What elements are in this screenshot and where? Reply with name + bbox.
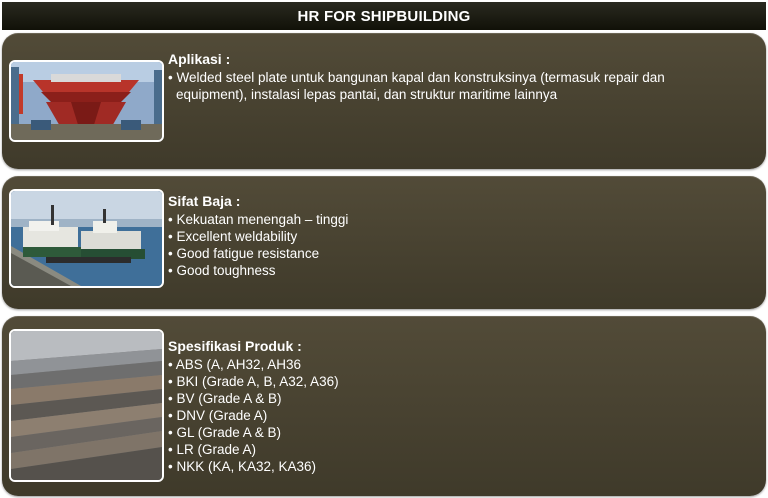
product-specification-panel [2,316,766,496]
list-item: • LR (Grade A) [168,442,257,457]
list-item: • Good fatigue resistance [168,246,320,261]
product-specification-heading: Spesifikasi Produk : [168,338,302,354]
list-item: • BV (Grade A & B) [168,391,282,406]
list-item: • Good toughness [168,263,276,278]
steel-properties-heading: Sifat Baja : [168,193,241,209]
stacked-steel-plates-photo [9,329,164,482]
tugboats-at-harbor-photo [9,189,164,288]
application-text [168,51,728,103]
list-item: • GL (Grade A & B) [168,425,282,440]
list-item: • Welded steel plate untuk bangunan kapal dan konstruksinya (termasuk repair dan equipment), instalasi lepas pantai, dan struktur maritime lainnya [168,70,665,102]
product-specification-text [168,338,339,475]
list-item: • Kekuatan menengah – tinggi [168,212,349,227]
steel-properties-panel [2,176,766,309]
list-item: • Excellent weldability [168,229,298,244]
application-heading: Aplikasi : [168,51,231,67]
list-item: • BKI (Grade A, B, A32, A36) [168,374,339,389]
ship-in-drydock-photo [9,60,164,142]
list-item: • DNV (Grade A) [168,408,268,423]
page-title: HR FOR SHIPBUILDING [2,2,766,30]
steel-properties-text [168,193,348,279]
application-panel [2,33,766,169]
list-item: • NKK (KA, KA32, KA36) [168,459,317,474]
list-item: • ABS (A, AH32, AH36 [168,357,302,372]
